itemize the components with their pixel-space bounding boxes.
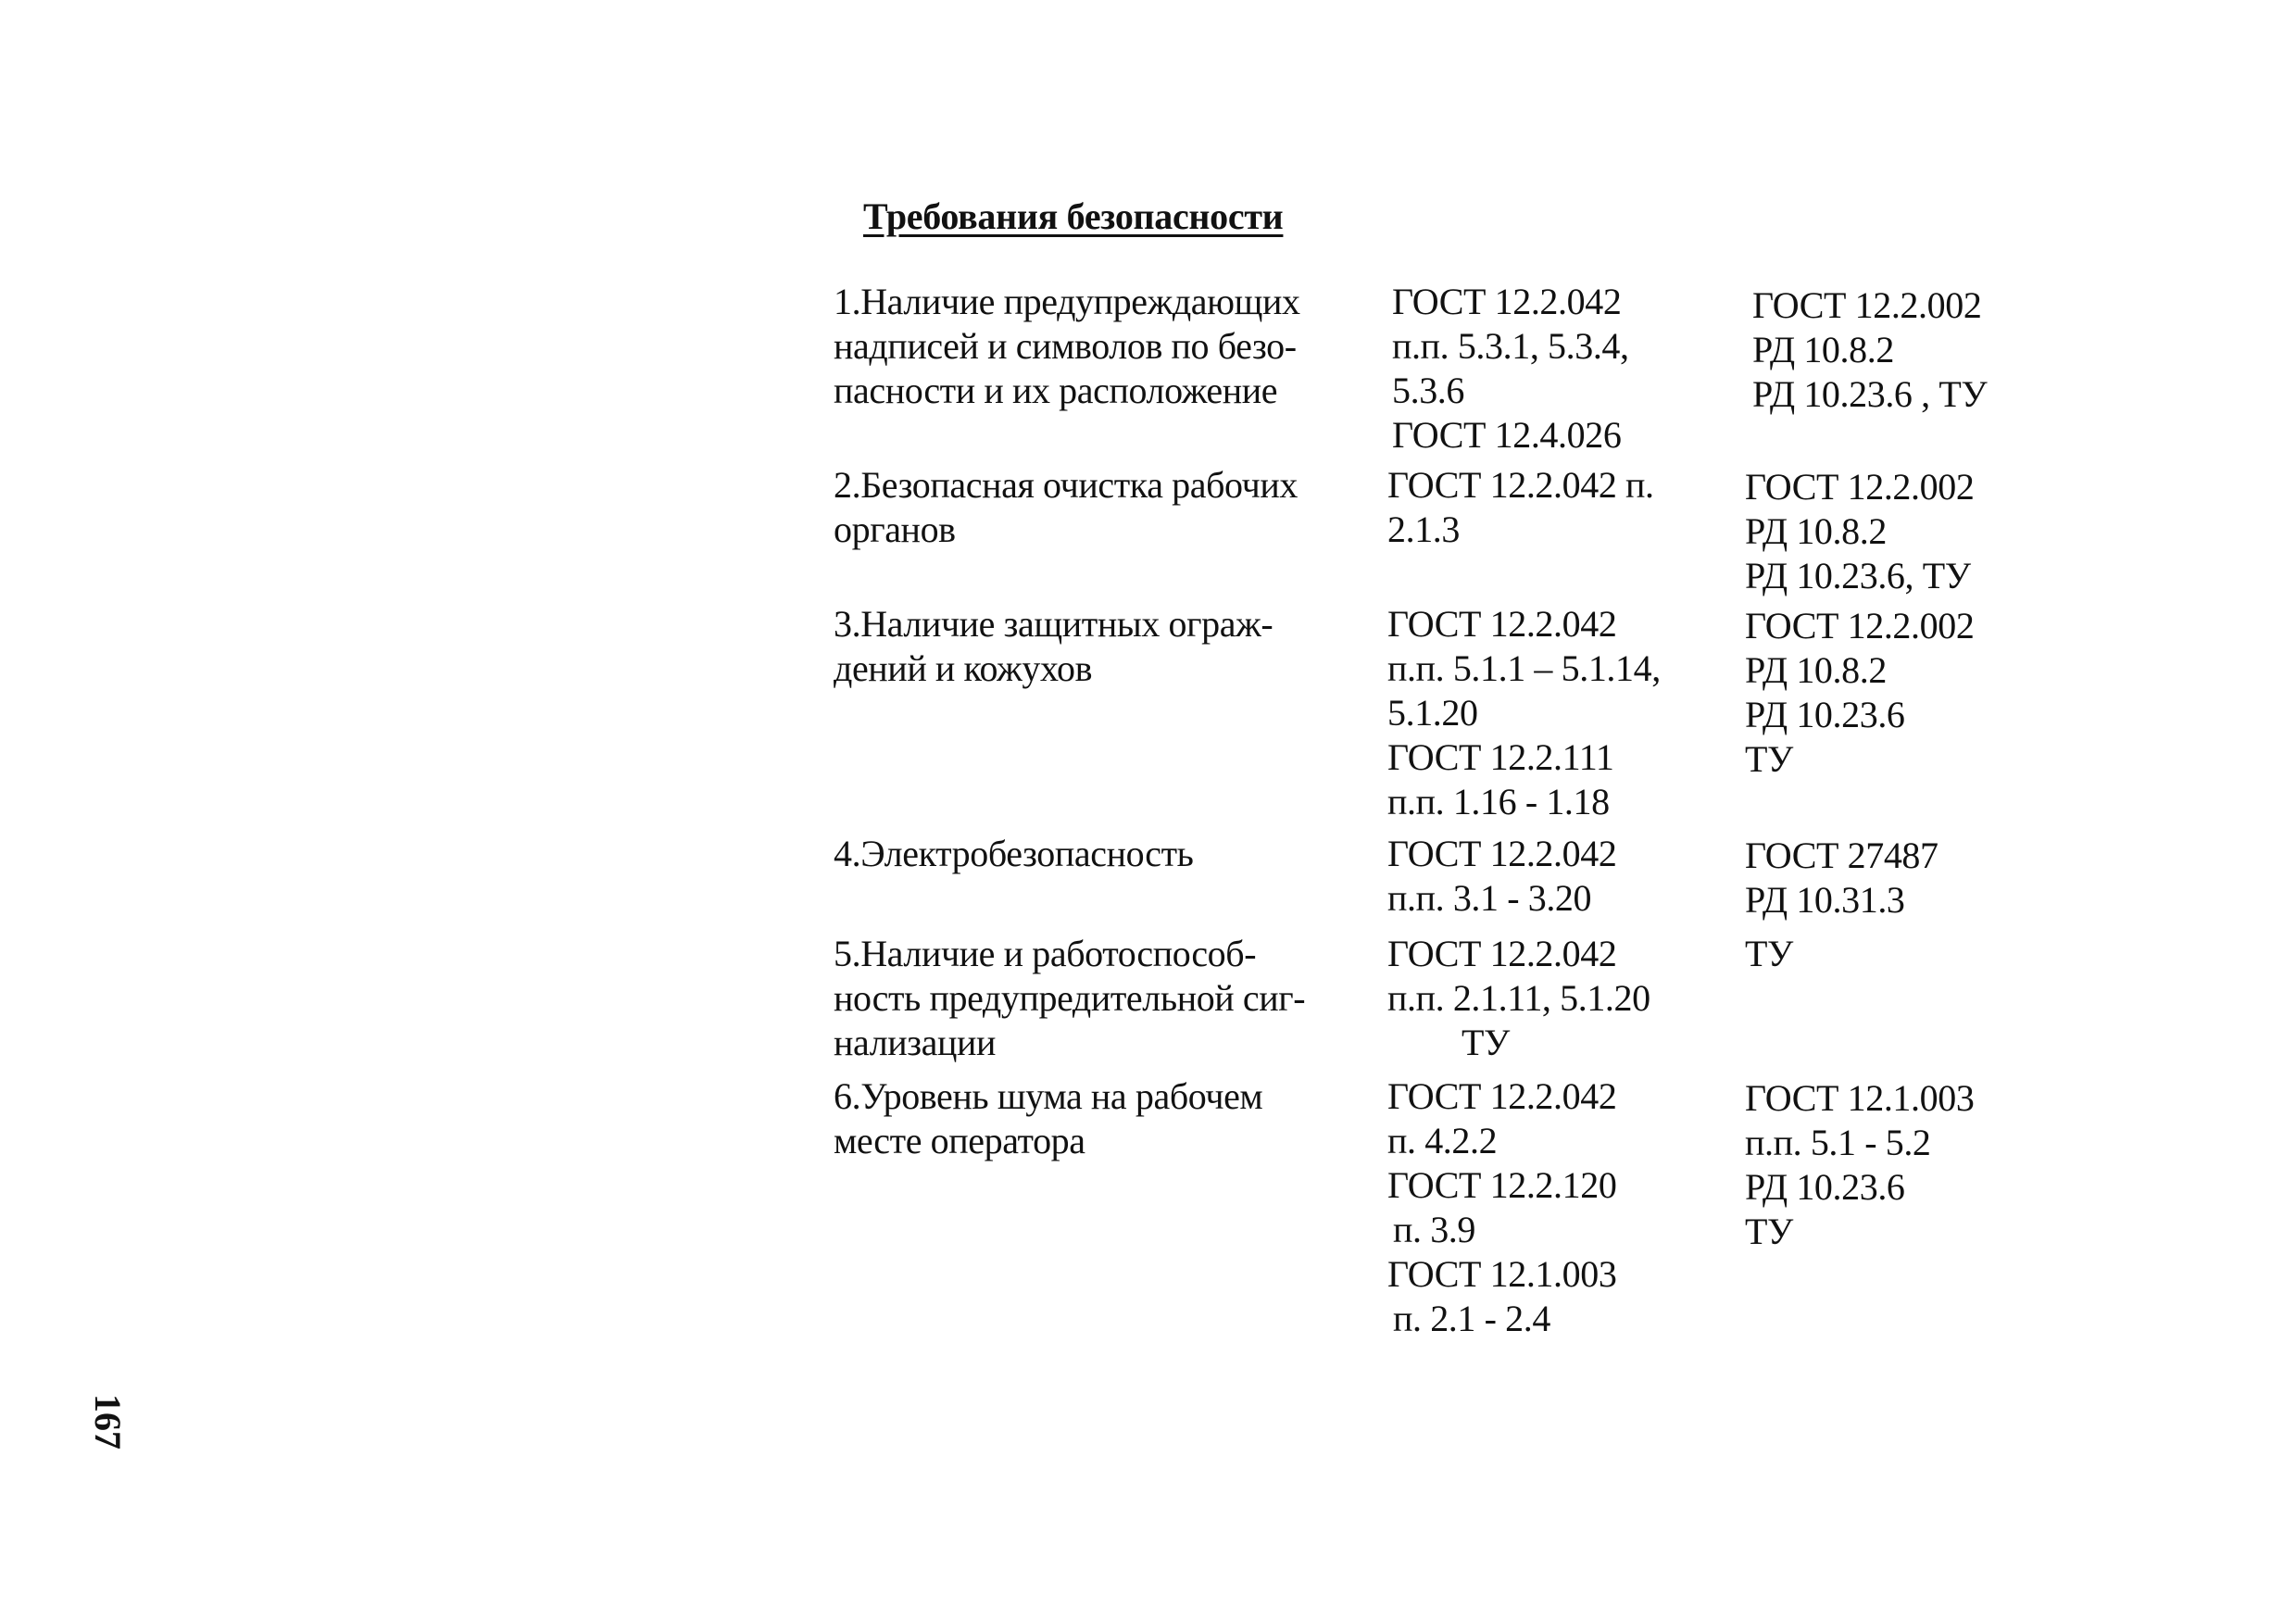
document-line: п.п. 2.1.11, 5.1.20 [1387, 977, 1650, 1019]
document-line: ГОСТ 12.1.003 [1387, 1253, 1617, 1295]
requirement-cell [834, 832, 1194, 876]
document-cell [1387, 832, 1616, 921]
reference-line: РД 10.31.3 [1745, 879, 1905, 921]
document-line: ГОСТ 12.2.120 [1387, 1164, 1617, 1206]
reference-line: ГОСТ 12.2.002 [1745, 466, 1975, 508]
document-line: п. 4.2.2 [1387, 1120, 1498, 1161]
requirement-line: нализации [834, 1022, 997, 1063]
reference-line: п.п. 5.1 - 5.2 [1745, 1122, 1931, 1163]
reference-line: РД 10.23.6, ТУ [1745, 555, 1971, 596]
document-cell [1392, 280, 1629, 458]
requirement-line: ность предупредительной сиг- [834, 977, 1306, 1019]
reference-line: ГОСТ 12.1.003 [1745, 1077, 1975, 1119]
page-number: 167 [87, 1394, 129, 1450]
requirement-line: 1.Наличие предупреждающих [834, 281, 1300, 322]
document-line: ГОСТ 12.2.042 п. [1387, 464, 1654, 506]
requirement-line: 5.Наличие и работоспособ- [834, 933, 1257, 974]
requirement-line: 4.Электробезопасность [834, 833, 1194, 874]
document-line: ГОСТ 12.4.026 [1392, 414, 1622, 456]
requirement-line: месте оператора [834, 1120, 1085, 1161]
document-line: ГОСТ 12.2.111 [1387, 736, 1614, 778]
document-line: п.п. 3.1 - 3.20 [1387, 877, 1592, 919]
requirement-cell [834, 280, 1300, 413]
document-cell [1387, 463, 1654, 552]
document-line: п.п. 5.1.1 – 5.1.14, [1387, 647, 1661, 689]
document-cell [1387, 602, 1661, 824]
requirement-line: 3.Наличие защитных ограж- [834, 603, 1273, 645]
document-line: ГОСТ 12.2.042 [1387, 833, 1617, 874]
reference-cell [1752, 283, 1987, 417]
document-cell [1387, 1074, 1616, 1341]
document-line: ТУ [1462, 1022, 1510, 1063]
document-line: ГОСТ 12.2.042 [1392, 281, 1622, 322]
reference-cell [1745, 834, 1938, 922]
reference-line: ТУ [1745, 738, 1793, 780]
reference-cell [1745, 932, 1793, 976]
reference-line: РД 10.8.2 [1752, 329, 1894, 370]
document-cell [1387, 932, 1650, 1065]
reference-cell [1745, 1076, 1974, 1254]
document-line: ГОСТ 12.2.042 [1387, 603, 1617, 645]
requirement-line: надписей и символов по безо- [834, 325, 1297, 367]
reference-line: ГОСТ 12.2.002 [1745, 605, 1975, 646]
requirement-line: дений и кожухов [834, 647, 1093, 689]
requirement-cell [834, 602, 1273, 691]
document-line: 5.1.20 [1387, 692, 1478, 734]
document-line: ГОСТ 12.2.042 [1387, 933, 1617, 974]
reference-line: ТУ [1745, 933, 1793, 974]
document-line: ГОСТ 12.2.042 [1387, 1075, 1617, 1117]
requirement-line: 6.Уровень шума на рабочем [834, 1075, 1263, 1117]
reference-line: РД 10.8.2 [1745, 510, 1887, 552]
requirement-cell [834, 1074, 1262, 1163]
reference-line: РД 10.23.6 [1745, 694, 1905, 735]
reference-line: РД 10.8.2 [1745, 649, 1887, 691]
requirement-cell [834, 463, 1298, 552]
requirement-cell [834, 932, 1305, 1065]
requirement-line: 2.Безопасная очистка рабочих [834, 464, 1298, 506]
document-line: п. 2.1 - 2.4 [1393, 1298, 1550, 1339]
reference-cell [1745, 465, 1974, 598]
section-title: Требования безопасности [863, 195, 1284, 237]
reference-line: ТУ [1745, 1211, 1793, 1252]
reference-cell [1745, 604, 1974, 782]
reference-line: ГОСТ 12.2.002 [1752, 284, 1982, 326]
document-line: п. 3.9 [1393, 1209, 1476, 1250]
requirement-line: органов [834, 508, 956, 550]
document-line: п.п. 5.3.1, 5.3.4, [1392, 325, 1629, 367]
document-line: п.п. 1.16 - 1.18 [1387, 781, 1610, 822]
requirement-line: пасности и их расположение [834, 370, 1278, 411]
reference-line: ГОСТ 27487 [1745, 835, 1938, 876]
reference-line: РД 10.23.6 [1745, 1166, 1905, 1208]
reference-line: РД 10.23.6 , ТУ [1752, 373, 1988, 415]
document-line: 2.1.3 [1387, 508, 1461, 550]
document-line: 5.3.6 [1392, 370, 1465, 411]
